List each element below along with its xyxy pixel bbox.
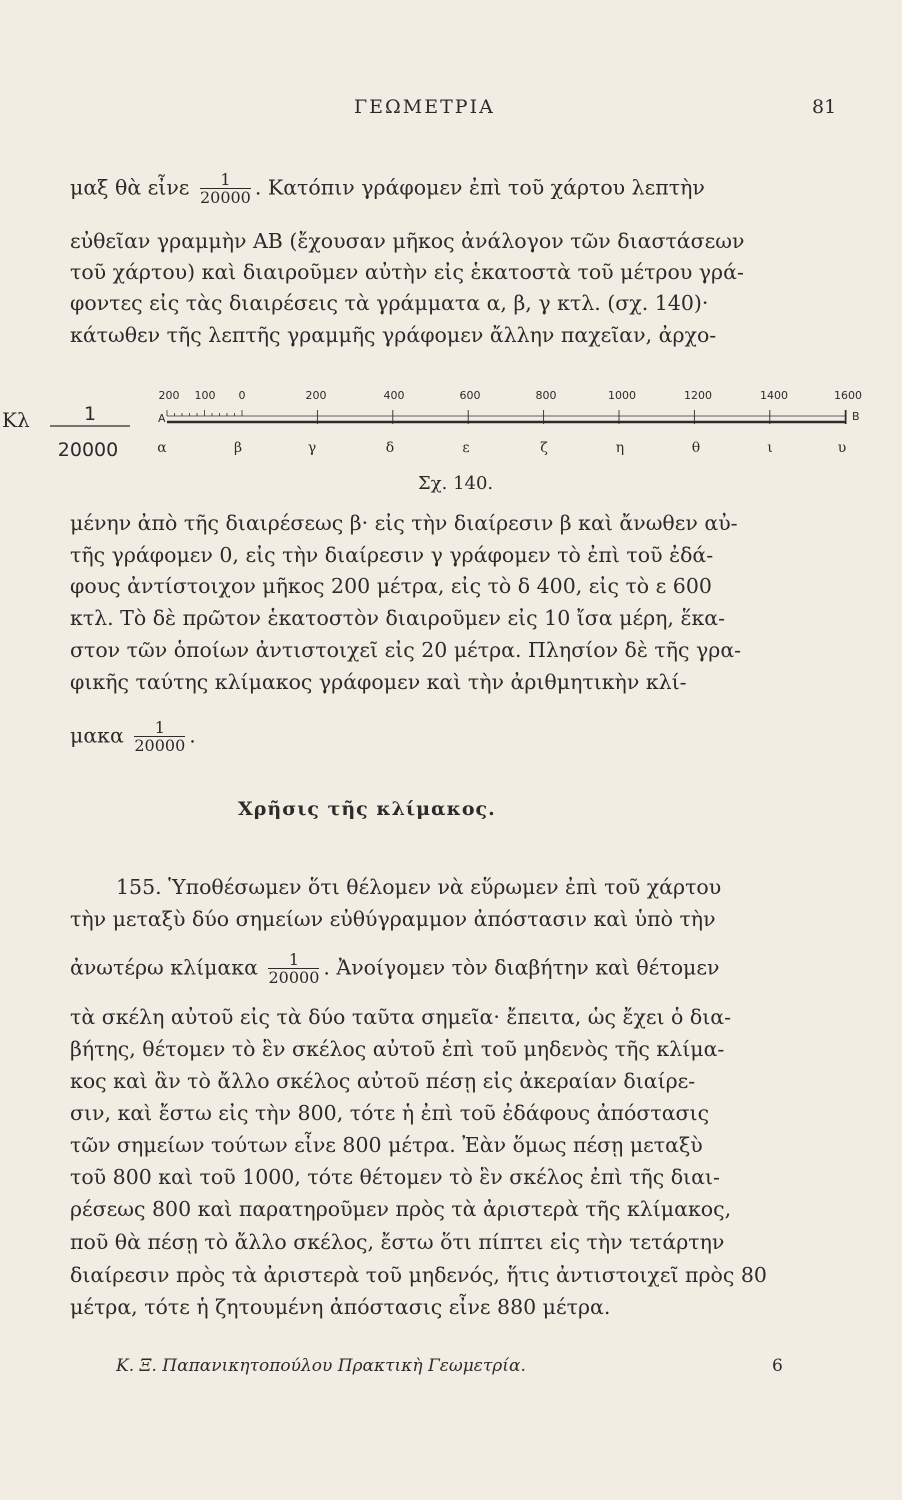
paragraph-line: κάτωθεν τῆς λεπτῆς γραμμῆς γράφομεν ἄλλην παχεῖαν, ἀρχο-	[70, 323, 717, 347]
paragraph-line: φοντες εἰς τὰς διαιρέσεις τὰ γράμματα α, β, γ κτλ. (σχ. 140)·	[70, 291, 709, 315]
scale-right-number: 1600	[834, 389, 862, 402]
scale-prefix: Κλ	[2, 408, 30, 432]
fraction	[200, 172, 251, 206]
scale-letter: ε	[462, 440, 470, 456]
figure-caption: Σχ. 140.	[418, 473, 494, 494]
page-number: 81	[812, 96, 837, 118]
scale-right-number: 400	[383, 389, 405, 402]
text-span: . Ἀνοίγομεν τὸν διαβήτην καὶ θέτομεν	[323, 955, 720, 980]
fraction-numerator: 1	[288, 950, 300, 969]
paragraph-line: στον τῶν ὁποίων ἀντιστοιχεῖ εἰς 20 μέτρα. Πλησίον δὲ τῆς γρα-	[70, 638, 742, 662]
scale-right-number: 1200	[684, 389, 712, 402]
running-head: ΓΕΩΜΕΤΡΙΑ	[354, 96, 495, 118]
scale-right-number: 800	[535, 389, 557, 402]
paragraph-line: τῆς γράφομεν 0, εἰς τὴν διαίρεσιν γ γράφομεν τὸ ἐπὶ τοῦ ἐδά-	[70, 543, 714, 567]
scale-letter: υ	[837, 440, 847, 456]
scale-right-number: 200	[305, 389, 327, 402]
paragraph-line: εὐθεῖαν γραμμὴν ΑΒ (ἔχουσαν μῆκος ἀνάλογον τῶν διαστάσεων	[70, 229, 745, 253]
scale-left-number: 200	[158, 389, 180, 402]
paragraph-line: κος καὶ ἂν τὸ ἄλλο σκέλος αὐτοῦ πέσῃ εἰς ἀκεραίαν διαίρε-	[70, 1069, 696, 1093]
scale-right-number: 1000	[608, 389, 636, 402]
section-heading: Χρῆσις τῆς κλίμακος.	[238, 798, 496, 820]
paragraph-line: διαίρεσιν πρὸς τὰ ἀριστερὰ τοῦ μηδενός, ἥτις ἀντιστοιχεῖ πρὸς 80	[70, 1263, 767, 1287]
scale-left-number: 0	[238, 389, 246, 402]
scale-right-number: 600	[459, 389, 481, 402]
paragraph-line: 155. Ὑποθέσωμεν ὅτι θέλομεν νὰ εὕρωμεν ἐπὶ τοῦ χάρτου	[116, 875, 722, 899]
point-a-label: Α	[158, 412, 166, 425]
text-span: . Κατόπιν γράφομεν ἐπὶ τοῦ χάρτου λεπτὴν	[254, 175, 705, 200]
fraction-denominator: 20000	[268, 968, 320, 987]
text-span: .	[189, 723, 196, 748]
scale-letter: ζ	[540, 440, 548, 456]
paragraph-line	[70, 952, 719, 986]
footer-signature-number: 6	[772, 1356, 783, 1376]
graphic-scale-figure	[30, 372, 902, 472]
scale-letter: γ	[307, 440, 317, 456]
scale-left-number: 100	[194, 389, 216, 402]
text-span: μαξ θὰ εἶνε	[70, 175, 190, 200]
footer-signature-line: Κ. Ξ. Παπανικητοπούλου Πρακτικὴ Γεωμετρία.	[116, 1356, 526, 1376]
paragraph-line: ρέσεως 800 καὶ παρατηροῦμεν πρὸς τὰ ἀριστερὰ τῆς κλίμακος,	[70, 1197, 732, 1221]
scale-right-number: 1400	[760, 389, 788, 402]
paragraph-line: φικῆς ταύτης κλίμακος γράφομεν καὶ τὴν ἀριθμητικὴν κλί-	[70, 670, 687, 694]
paragraph-line: τοῦ 800 καὶ τοῦ 1000, τότε θέτομεν τὸ ἓν σκέλος ἐπὶ τῆς διαι-	[70, 1165, 720, 1189]
paragraph-line: μένην ἀπὸ τῆς διαιρέσεως β· εἰς τὴν διαίρεσιν β καὶ ἄνωθεν αὐ-	[70, 511, 738, 535]
point-b-label: Β	[852, 410, 860, 423]
fraction	[134, 720, 185, 754]
scale-fraction-denominator: 20000	[57, 439, 119, 461]
scale-letter: α	[157, 440, 167, 456]
text-span: μακα	[70, 723, 124, 748]
paragraph-line: βήτης, θέτομεν τὸ ἓν σκέλος αὐτοῦ ἐπὶ τοῦ μηδενὸς τῆς κλίμα-	[70, 1037, 725, 1061]
scale-fraction-numerator: 1	[83, 403, 97, 425]
paragraph-line: τὴν μεταξὺ δύο σημείων εὐθύγραμμον ἀπόστασιν καὶ ὑπὸ τὴν	[70, 907, 716, 931]
paragraph-line: τῶν σημείων τούτων εἶνε 800 μέτρα. Ἐὰν ὅμως πέσῃ μεταξὺ	[70, 1133, 703, 1157]
scale-letter: ι	[767, 440, 773, 456]
paragraph-line	[70, 720, 196, 754]
scale-letter: η	[615, 440, 625, 456]
fraction-denominator: 20000	[199, 188, 251, 207]
scale-letter: θ	[691, 440, 701, 456]
scale-letter: δ	[385, 440, 395, 456]
fraction	[268, 952, 319, 986]
paragraph-line: τοῦ χάρτου) καὶ διαιροῦμεν αὐτὴν εἰς ἑκατοστὰ τοῦ μέτρου γρά-	[70, 260, 744, 284]
paragraph-line: φους ἀντίστοιχον μῆκος 200 μέτρα, εἰς τὸ δ 400, εἰς τὸ ε 600	[70, 574, 712, 598]
text-span: ἀνωτέρω κλίμακα	[70, 955, 258, 980]
scale-letter: β	[233, 440, 243, 456]
paragraph-line: κτλ. Τὸ δὲ πρῶτον ἑκατοστὸν διαιροῦμεν εἰς 10 ἴσα μέρη, ἕκα-	[70, 606, 726, 630]
fraction-numerator: 1	[220, 170, 231, 189]
fraction-denominator: 20000	[134, 736, 186, 755]
paragraph-line: μέτρα, τότε ἡ ζητουμένη ἀπόστασις εἶνε 880 μέτρα.	[70, 1295, 611, 1319]
paragraph-line	[70, 172, 705, 206]
paragraph-line: τὰ σκέλη αὐτοῦ εἰς τὰ δύο ταῦτα σημεῖα· ἔπειτα, ὡς ἔχει ὁ δια-	[70, 1005, 732, 1029]
paragraph-line: ποῦ θὰ πέσῃ τὸ ἄλλο σκέλος, ἔστω ὅτι πίπτει εἰς τὴν τετάρτην	[70, 1230, 725, 1254]
fraction-numerator: 1	[154, 718, 165, 737]
paragraph-line: σιν, καὶ ἔστω εἰς τὴν 800, τότε ἡ ἐπὶ τοῦ ἐδάφους ἀπόστασις	[70, 1101, 710, 1125]
